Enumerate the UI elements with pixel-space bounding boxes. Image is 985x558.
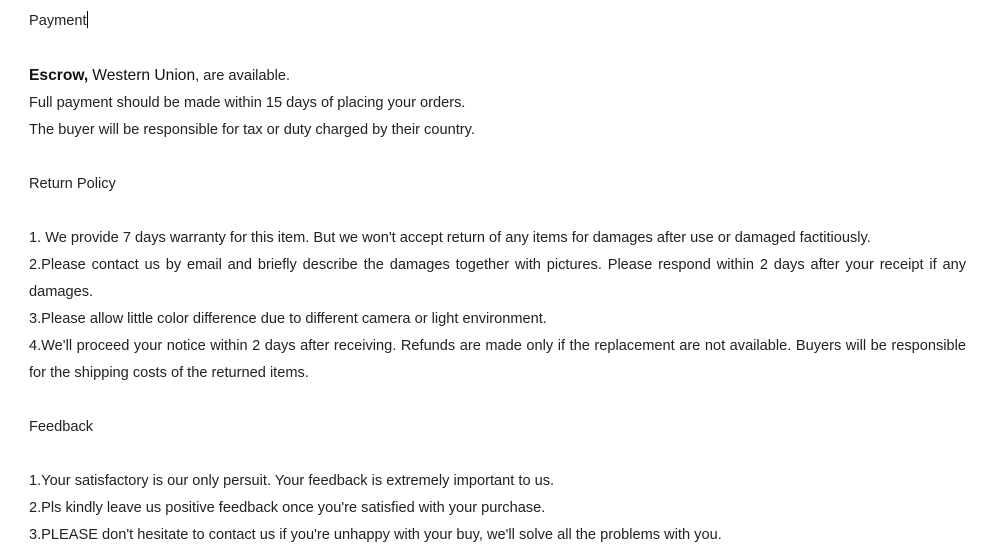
blank-line	[29, 198, 966, 225]
blank-line	[29, 144, 966, 171]
payment-deadline-line: Full payment should be made within 15 days of placing your orders.	[29, 95, 466, 111]
blank-line	[29, 387, 966, 414]
feedback-item-1: 1.Your satisfactory is our only persuit. Your feedback is extremely important to us.	[29, 473, 555, 489]
western-union-term: Western Union	[92, 67, 196, 84]
feedback-heading: Feedback	[29, 419, 94, 435]
return-policy-item-4: 4.We'll proceed your notice within 2 days after receiving. Refunds are made only if the replacement are not available. Buyers will be responsible for the shipping costs of the returned items.	[29, 338, 966, 381]
return-policy-item-3: 3.Please allow little color difference due to different camera or light environment.	[29, 311, 547, 327]
payment-heading-line	[29, 8, 966, 35]
feedback-item-3: 3.PLEASE don't hesitate to contact us if you're unhappy with your buy, we'll solve all the problems with you.	[29, 527, 722, 543]
document-body[interactable]	[29, 8, 966, 549]
available-suffix: , are available.	[195, 68, 291, 84]
escrow-term: Escrow,	[29, 67, 89, 84]
blank-line	[29, 441, 966, 468]
payment-methods-line	[29, 62, 966, 90]
payment-tax-line: The buyer will be responsible for tax or duty charged by their country.	[29, 122, 475, 138]
payment-heading: Payment	[29, 13, 87, 29]
return-policy-item-2: 2.Please contact us by email and briefly describe the damages together with pictures. Please respond within 2 days after your receipt if any damages.	[29, 257, 966, 300]
text-cursor	[87, 11, 88, 28]
return-policy-item-1: 1. We provide 7 days warranty for this item. But we won't accept return of any items for damages after use or damaged factitiously.	[29, 230, 871, 246]
blank-line	[29, 35, 966, 62]
feedback-item-2: 2.Pls kindly leave us positive feedback once you're satisfied with your purchase.	[29, 500, 546, 516]
return-policy-heading: Return Policy	[29, 176, 116, 192]
